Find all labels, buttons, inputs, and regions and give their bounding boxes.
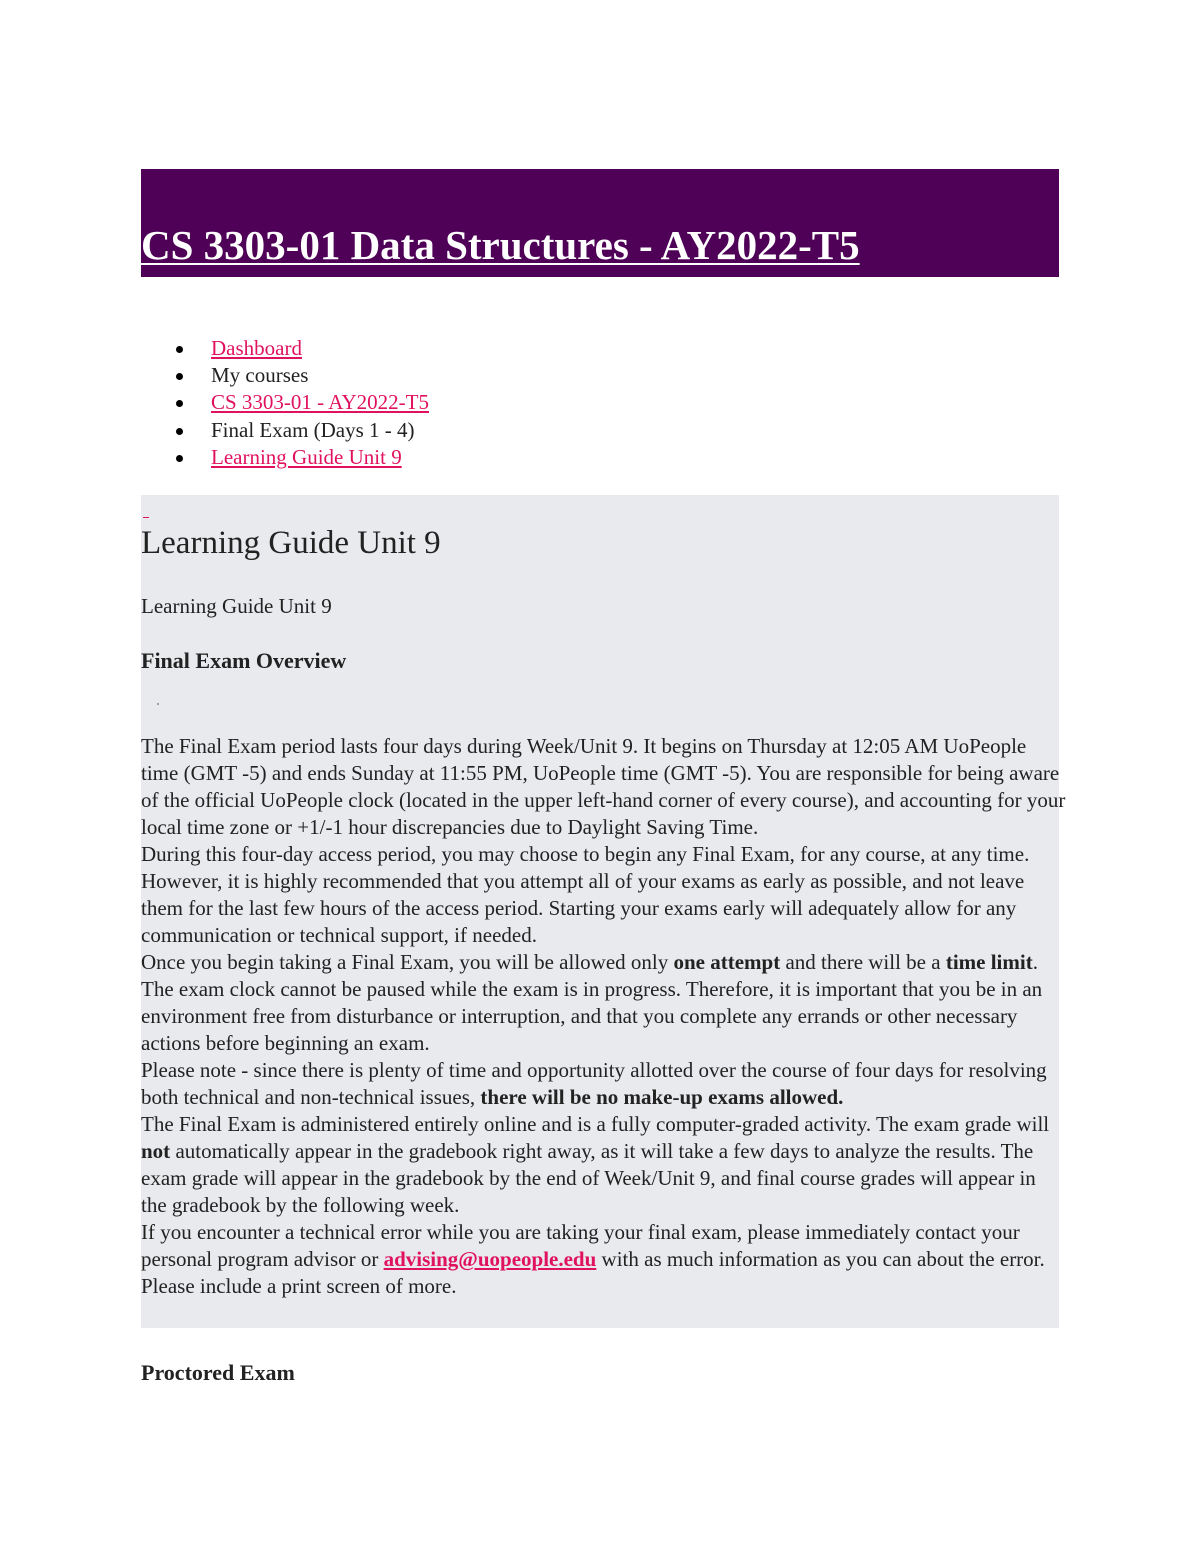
paragraph-access-period: During this four-day access period, you may choose to begin any Final Exam, for any course, at any time. However, it is highly recommended that you attempt all of your exams as early as possible, and not leave them for the last few hours of the access period. Starting your exams early will adequately allow for any communication or technical support, if needed. [141, 842, 1030, 947]
course-title-link[interactable]: CS 3303-01 Data Structures - AY2022-T5 [141, 222, 860, 268]
emphasis-not: not [141, 1139, 171, 1163]
section-heading-final-exam-overview: Final Exam Overview [141, 648, 347, 673]
breadcrumb-item-my-courses [176, 362, 429, 389]
breadcrumb-label-my-courses: My courses [211, 363, 309, 388]
page [141, 169, 1066, 1385]
page-title: Learning Guide Unit 9 [141, 525, 441, 561]
image-placeholder [157, 703, 159, 705]
breadcrumb-link-learning-guide[interactable]: Learning Guide Unit 9 [211, 444, 402, 469]
paragraph-exam-period: The Final Exam period lasts four days during Week/Unit 9. It begins on Thursday at 12:05 AM UoPeople time (GMT -5) and ends Sunday at 11:55 PM, UoPeople time (GMT -5). You are responsible for being aware of the official UoPeople clock (located in the upper left-hand corner of every course), and accounting for your local time zone or +1/-1 hour discrepancies due to Daylight Saving Time. [141, 734, 1066, 839]
breadcrumb-item-dashboard[interactable] [176, 335, 429, 362]
emphasis-one-attempt: one attempt [673, 950, 781, 974]
text-fragment: The Final Exam is administered entirely online and is a fully computer-graded activity. The exam grade will [141, 1112, 1050, 1136]
text-fragment: with as much information as you can about the error. Please include a print screen of more. [141, 1247, 1045, 1298]
breadcrumb-link-course[interactable]: CS 3303-01 - AY2022-T5 [211, 390, 429, 415]
paragraph-no-makeup [141, 1057, 1066, 1111]
text-fragment: Once you begin taking a Final Exam, you will be allowed only [141, 950, 674, 974]
text-fragment: Please note - since there is plenty of time and opportunity allotted over the course of four days for resolving both technical and non-technical issues, [141, 1058, 1047, 1109]
text-fragment: automatically appear in the gradebook right away, as it will take a few days to analyze the results. The exam grade will appear in the gradebook by the end of Week/Unit 9, and final course grades will appear in the gradebook by the following week. [141, 1139, 1036, 1217]
overview-text [141, 733, 1066, 1300]
advising-email-link[interactable]: advising@uopeople.edu [383, 1247, 597, 1271]
breadcrumb-label-final-exam: Final Exam (Days 1 - 4) [211, 417, 415, 442]
paragraph-technical-error [141, 1219, 1066, 1300]
breadcrumb-item-learning-guide[interactable] [176, 444, 429, 471]
paragraph-grading [141, 1111, 1066, 1219]
breadcrumb-item-course[interactable] [176, 389, 429, 416]
emphasis-time-limit: time limit [945, 950, 1033, 974]
course-banner [141, 169, 1059, 277]
main-content [141, 495, 1066, 1328]
anchor-link-mark[interactable] [143, 499, 149, 518]
text-fragment: and there will be a [780, 950, 946, 974]
breadcrumb [176, 335, 429, 471]
breadcrumb-link-dashboard[interactable]: Dashboard [211, 336, 302, 360]
text-fragment: . The exam clock cannot be paused while the exam is in progress. Therefore, it is important that you be in an environment free from disturbance or interruption, and that you complete any errands or other necessary actions before beginning an exam. [141, 950, 1043, 1055]
paragraph-attempt-limit [141, 949, 1066, 1057]
text-fragment: If you encounter a technical error while you are taking your final exam, please immediately contact your personal program advisor or [141, 1220, 1020, 1271]
page-subtitle: Learning Guide Unit 9 [141, 594, 332, 618]
breadcrumb-item-final-exam [176, 417, 429, 444]
section-heading-proctored-exam: Proctored Exam [141, 1360, 295, 1385]
emphasis-no-makeup: there will be no make-up exams allowed. [480, 1085, 844, 1109]
